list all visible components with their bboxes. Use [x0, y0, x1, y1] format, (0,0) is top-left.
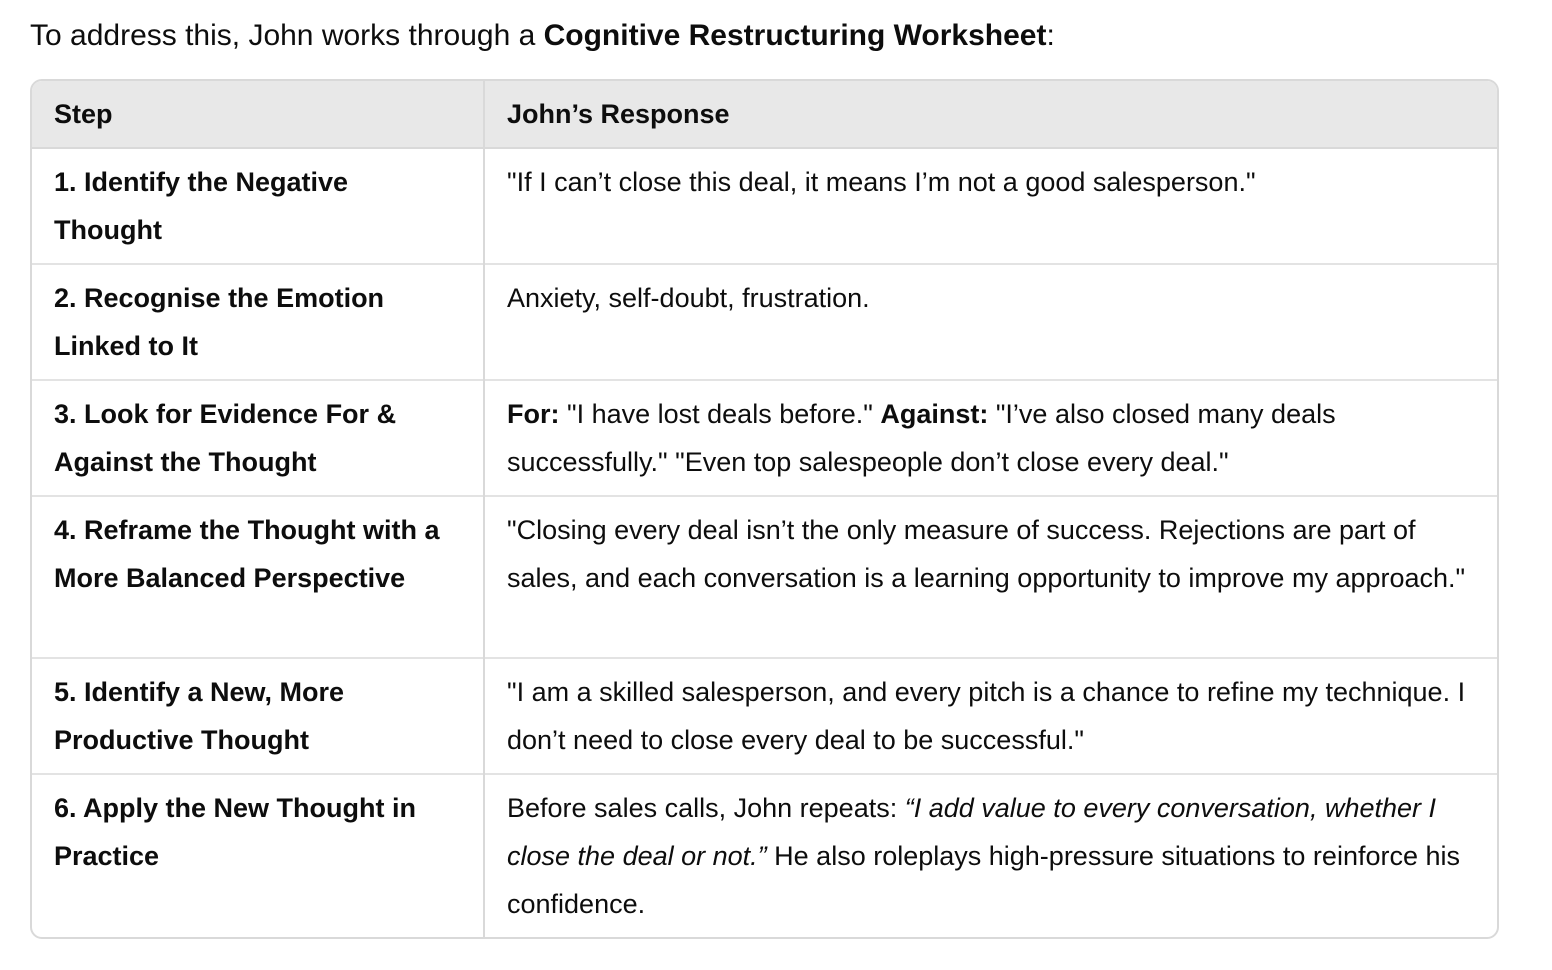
- for-label: For:: [507, 399, 560, 429]
- response-cell: [484, 774, 1497, 937]
- response-cell: "I am a skilled salesperson, and every pitch is a chance to refine my technique. I don’t need to close every deal to be successful.": [484, 658, 1497, 774]
- against-text: "I’ve also closed many deals successfully." "Even top salespeople don’t close every deal.": [507, 399, 1336, 477]
- intro-prefix: To address this, John works through a: [30, 19, 544, 52]
- worksheet-title: Cognitive Restructuring Worksheet: [543, 19, 1047, 52]
- table-row: [32, 774, 1497, 937]
- for-text: "I have lost deals before.": [559, 399, 881, 429]
- table-row: [32, 264, 1497, 380]
- response-cell: "Closing every deal isn’t the only measure of success. Rejections are part of sales, and each conversation is a learning opportunity to improve my approach.": [484, 496, 1497, 658]
- step-cell: 6. Apply the New Thought in Practice: [32, 774, 484, 937]
- step-cell: 2. Recognise the Emotion Linked to It: [32, 264, 484, 380]
- worksheet-table: [30, 79, 1499, 939]
- against-label: Against:: [880, 399, 989, 429]
- response-prefix: Before sales calls, John repeats:: [507, 793, 905, 823]
- table-row: [32, 658, 1497, 774]
- response-suffix: He also roleplays high-pressure situations to reinforce his confidence.: [507, 841, 1460, 919]
- response-cell: "If I can’t close this deal, it means I’m not a good salesperson.": [484, 148, 1497, 264]
- step-cell: 5. Identify a New, More Productive Thought: [32, 658, 484, 774]
- table-row: [32, 380, 1497, 496]
- table-header-row: [32, 81, 1497, 148]
- header-step: Step: [32, 81, 484, 148]
- response-cell: [484, 380, 1497, 496]
- table-row: [32, 148, 1497, 264]
- table-row: [32, 496, 1497, 658]
- affirmation-quote: “I add value to every conversation, whether I close the deal or not.”: [507, 793, 1437, 871]
- step-cell: 4. Reframe the Thought with a More Balanced Perspective: [32, 496, 484, 658]
- header-response: John’s Response: [484, 81, 1497, 148]
- step-cell: 3. Look for Evidence For & Against the Thought: [32, 380, 484, 496]
- response-cell: Anxiety, self-doubt, frustration.: [484, 264, 1497, 380]
- intro-text: [30, 16, 1055, 56]
- intro-suffix: :: [1046, 19, 1055, 52]
- step-cell: 1. Identify the Negative Thought: [54, 167, 349, 245]
